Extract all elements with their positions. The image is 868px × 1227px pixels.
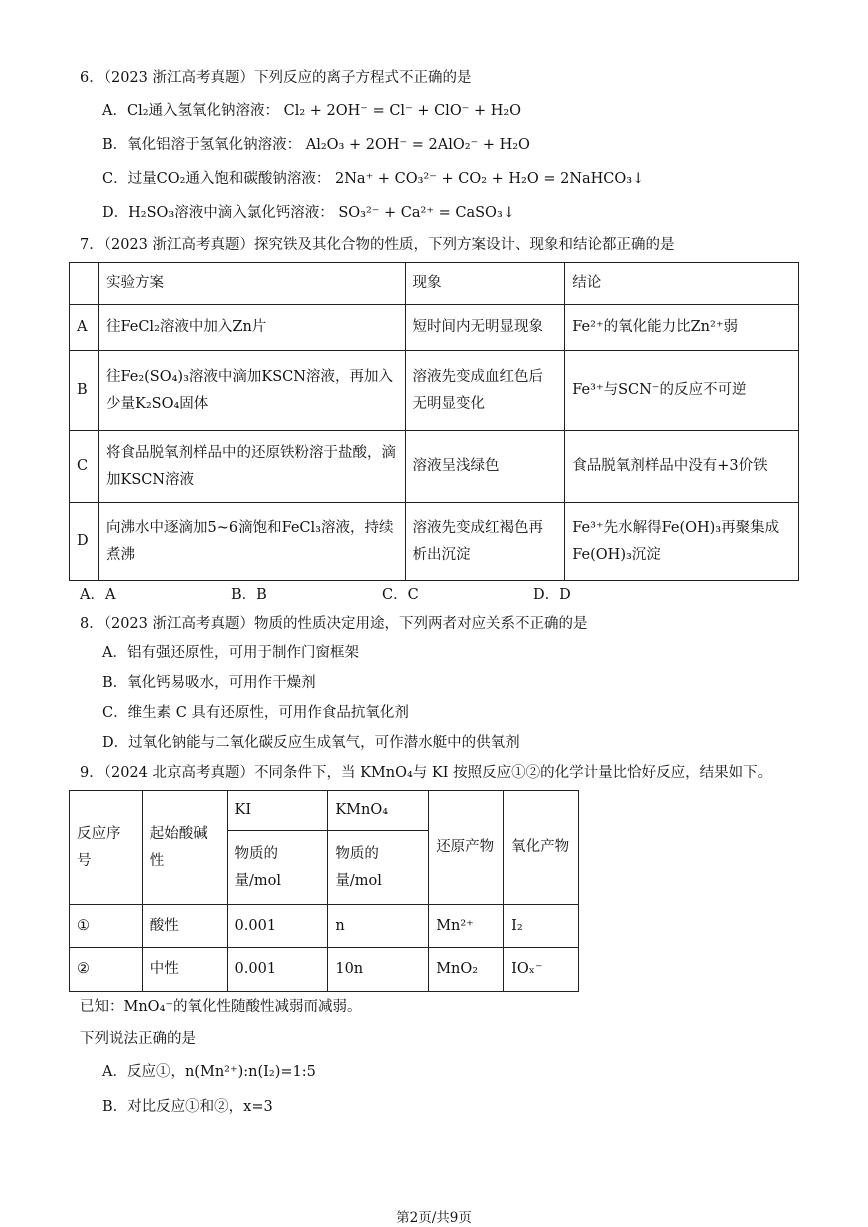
option-text: H₂SO₃溶液中滴入氯化钙溶液： <box>128 205 334 221</box>
option-label: D． <box>102 205 129 221</box>
conclusion-cell: Fe³⁺与SCN⁻的反应不可逆 <box>565 351 799 431</box>
ki-cell: 0.001 <box>227 905 328 948</box>
q9-prompt: 下列说法正确的是 <box>80 1031 196 1047</box>
plan-cell: 将食品脱氧剂样品中的还原铁粉溶于盐酸，滴加KSCN溶液 <box>98 431 405 503</box>
kmno4-cell: n <box>328 905 429 948</box>
option-text: Cl₂通入氢氧化钠溶液： <box>126 103 280 119</box>
phenomenon-cell: 溶液先变成血红色后无明显变化 <box>405 351 565 431</box>
q7-table <box>69 262 799 581</box>
seq-cell: ① <box>70 905 143 948</box>
table-row <box>70 305 799 351</box>
option-label: C． <box>102 171 128 187</box>
table-row <box>70 905 579 948</box>
phenomenon-cell: 短时间内无明显现象 <box>405 305 565 351</box>
header-cell-oxidized: 氧化产物 <box>504 791 579 905</box>
seq-cell: ② <box>70 948 143 992</box>
q8-stem: 8．（2023 浙江高考真题）物质的性质决定用途，下列两者对应关系不正确的是 <box>80 616 588 632</box>
header-cell <box>70 263 99 305</box>
q6-option-b[interactable] <box>102 133 530 154</box>
header-cell: 现象 <box>405 263 565 305</box>
reduced-cell: MnO₂ <box>429 948 504 992</box>
reduced-cell: Mn²⁺ <box>429 905 504 948</box>
table-header-row <box>70 263 799 305</box>
q8-option-b[interactable]: B．氧化钙易吸水，可用作干燥剂 <box>102 675 316 691</box>
ki-cell: 0.001 <box>227 948 328 992</box>
conclusion-cell: Fe²⁺的氧化能力比Zn²⁺弱 <box>565 305 799 351</box>
table-row <box>70 351 799 431</box>
q7-stem: 7．（2023 浙江高考真题）探究铁及其化合物的性质，下列方案设计、现象和结论都正确的是 <box>80 237 675 253</box>
plan-cell: 往FeCl₂溶液中加入Zn片 <box>98 305 405 351</box>
q6-stem: 6．（2023 浙江高考真题）下列反应的离子方程式不正确的是 <box>80 70 472 86</box>
option-label: B． <box>102 137 128 153</box>
equation: Al₂O₃ + 2OH⁻ = 2AlO₂⁻ + H₂O <box>305 137 530 153</box>
table-row <box>70 431 799 503</box>
header-cell-ki: KI <box>227 791 328 831</box>
q9-known: 已知：MnO₄⁻的氧化性随酸性减弱而减弱。 <box>80 999 362 1015</box>
header-cell: 实验方案 <box>98 263 405 305</box>
table-row <box>70 948 579 992</box>
table-header-row <box>70 791 579 831</box>
phenomenon-cell: 溶液先变成红褐色再析出沉淀 <box>405 503 565 581</box>
option-text: 氧化铝溶于氢氧化钠溶液： <box>127 137 302 153</box>
header-cell-reduced: 还原产物 <box>429 791 504 905</box>
q6-option-c[interactable] <box>102 167 644 188</box>
equation: Cl₂ + 2OH⁻ = Cl⁻ + ClO⁻ + H₂O <box>283 103 522 119</box>
q8-option-d[interactable]: D．过氧化钠能与二氧化碳反应生成氧气，可作潜水艇中的供氧剂 <box>102 735 520 751</box>
header-cell-amount: 物质的量/mol <box>227 831 328 905</box>
header-cell-amount: 物质的量/mol <box>328 831 429 905</box>
q9-option-a[interactable]: A．反应①，n(Mn²⁺):n(I₂)=1:5 <box>102 1064 316 1080</box>
q6-option-d[interactable] <box>102 201 515 222</box>
acid-cell: 酸性 <box>142 905 227 948</box>
page-number: 第2页/共9页 <box>396 1210 472 1226</box>
plan-cell: 往Fe₂(SO₄)₃溶液中滴加KSCN溶液，再加入少量K₂SO₄固体 <box>98 351 405 431</box>
oxidized-cell: I₂ <box>504 905 579 948</box>
q7-option-d[interactable]: D．D <box>533 587 571 603</box>
q6-option-a[interactable] <box>102 99 521 120</box>
q8-option-a[interactable]: A．铝有强还原性，可用于制作门窗框架 <box>102 645 359 661</box>
plan-cell: 向沸水中逐滴加5~6滴饱和FeCl₃溶液，持续煮沸 <box>98 503 405 581</box>
kmno4-cell: 10n <box>328 948 429 992</box>
phenomenon-cell: 溶液呈浅绿色 <box>405 431 565 503</box>
option-text: 过量CO₂通入饱和碳酸钠溶液： <box>127 171 331 187</box>
q9-stem: 9．（2024 北京高考真题）不同条件下，当 KMnO₄与 KI 按照反应①②的化学计量比恰好反应，结果如下。 <box>80 765 773 781</box>
option-label: A． <box>102 103 127 119</box>
q7-option-b[interactable]: B．B <box>231 587 267 603</box>
row-key: A <box>70 305 99 351</box>
row-key: C <box>70 431 99 503</box>
equation: 2Na⁺ + CO₃²⁻ + CO₂ + H₂O = 2NaHCO₃↓ <box>335 171 645 187</box>
equation: SO₃²⁻ + Ca²⁺ = CaSO₃↓ <box>338 205 515 221</box>
row-key: D <box>70 503 99 581</box>
oxidized-cell: IOₓ⁻ <box>504 948 579 992</box>
table-row <box>70 503 799 581</box>
header-cell-seq: 反应序号 <box>70 791 143 905</box>
q9-table <box>69 790 579 992</box>
conclusion-cell: Fe³⁺先水解得Fe(OH)₃再聚集成Fe(OH)₃沉淀 <box>565 503 799 581</box>
acid-cell: 中性 <box>142 948 227 992</box>
header-cell-acid: 起始酸碱性 <box>142 791 227 905</box>
row-key: B <box>70 351 99 431</box>
q8-option-c[interactable]: C．维生素 C 具有还原性，可用作食品抗氧化剂 <box>102 705 409 721</box>
conclusion-cell: 食品脱氧剂样品中没有+3价铁 <box>565 431 799 503</box>
q7-option-c[interactable]: C．C <box>382 587 419 603</box>
header-cell: 结论 <box>565 263 799 305</box>
header-cell-kmno4: KMnO₄ <box>328 791 429 831</box>
q7-option-a[interactable]: A．A <box>80 587 116 603</box>
q9-option-b[interactable]: B．对比反应①和②，x=3 <box>102 1099 273 1115</box>
